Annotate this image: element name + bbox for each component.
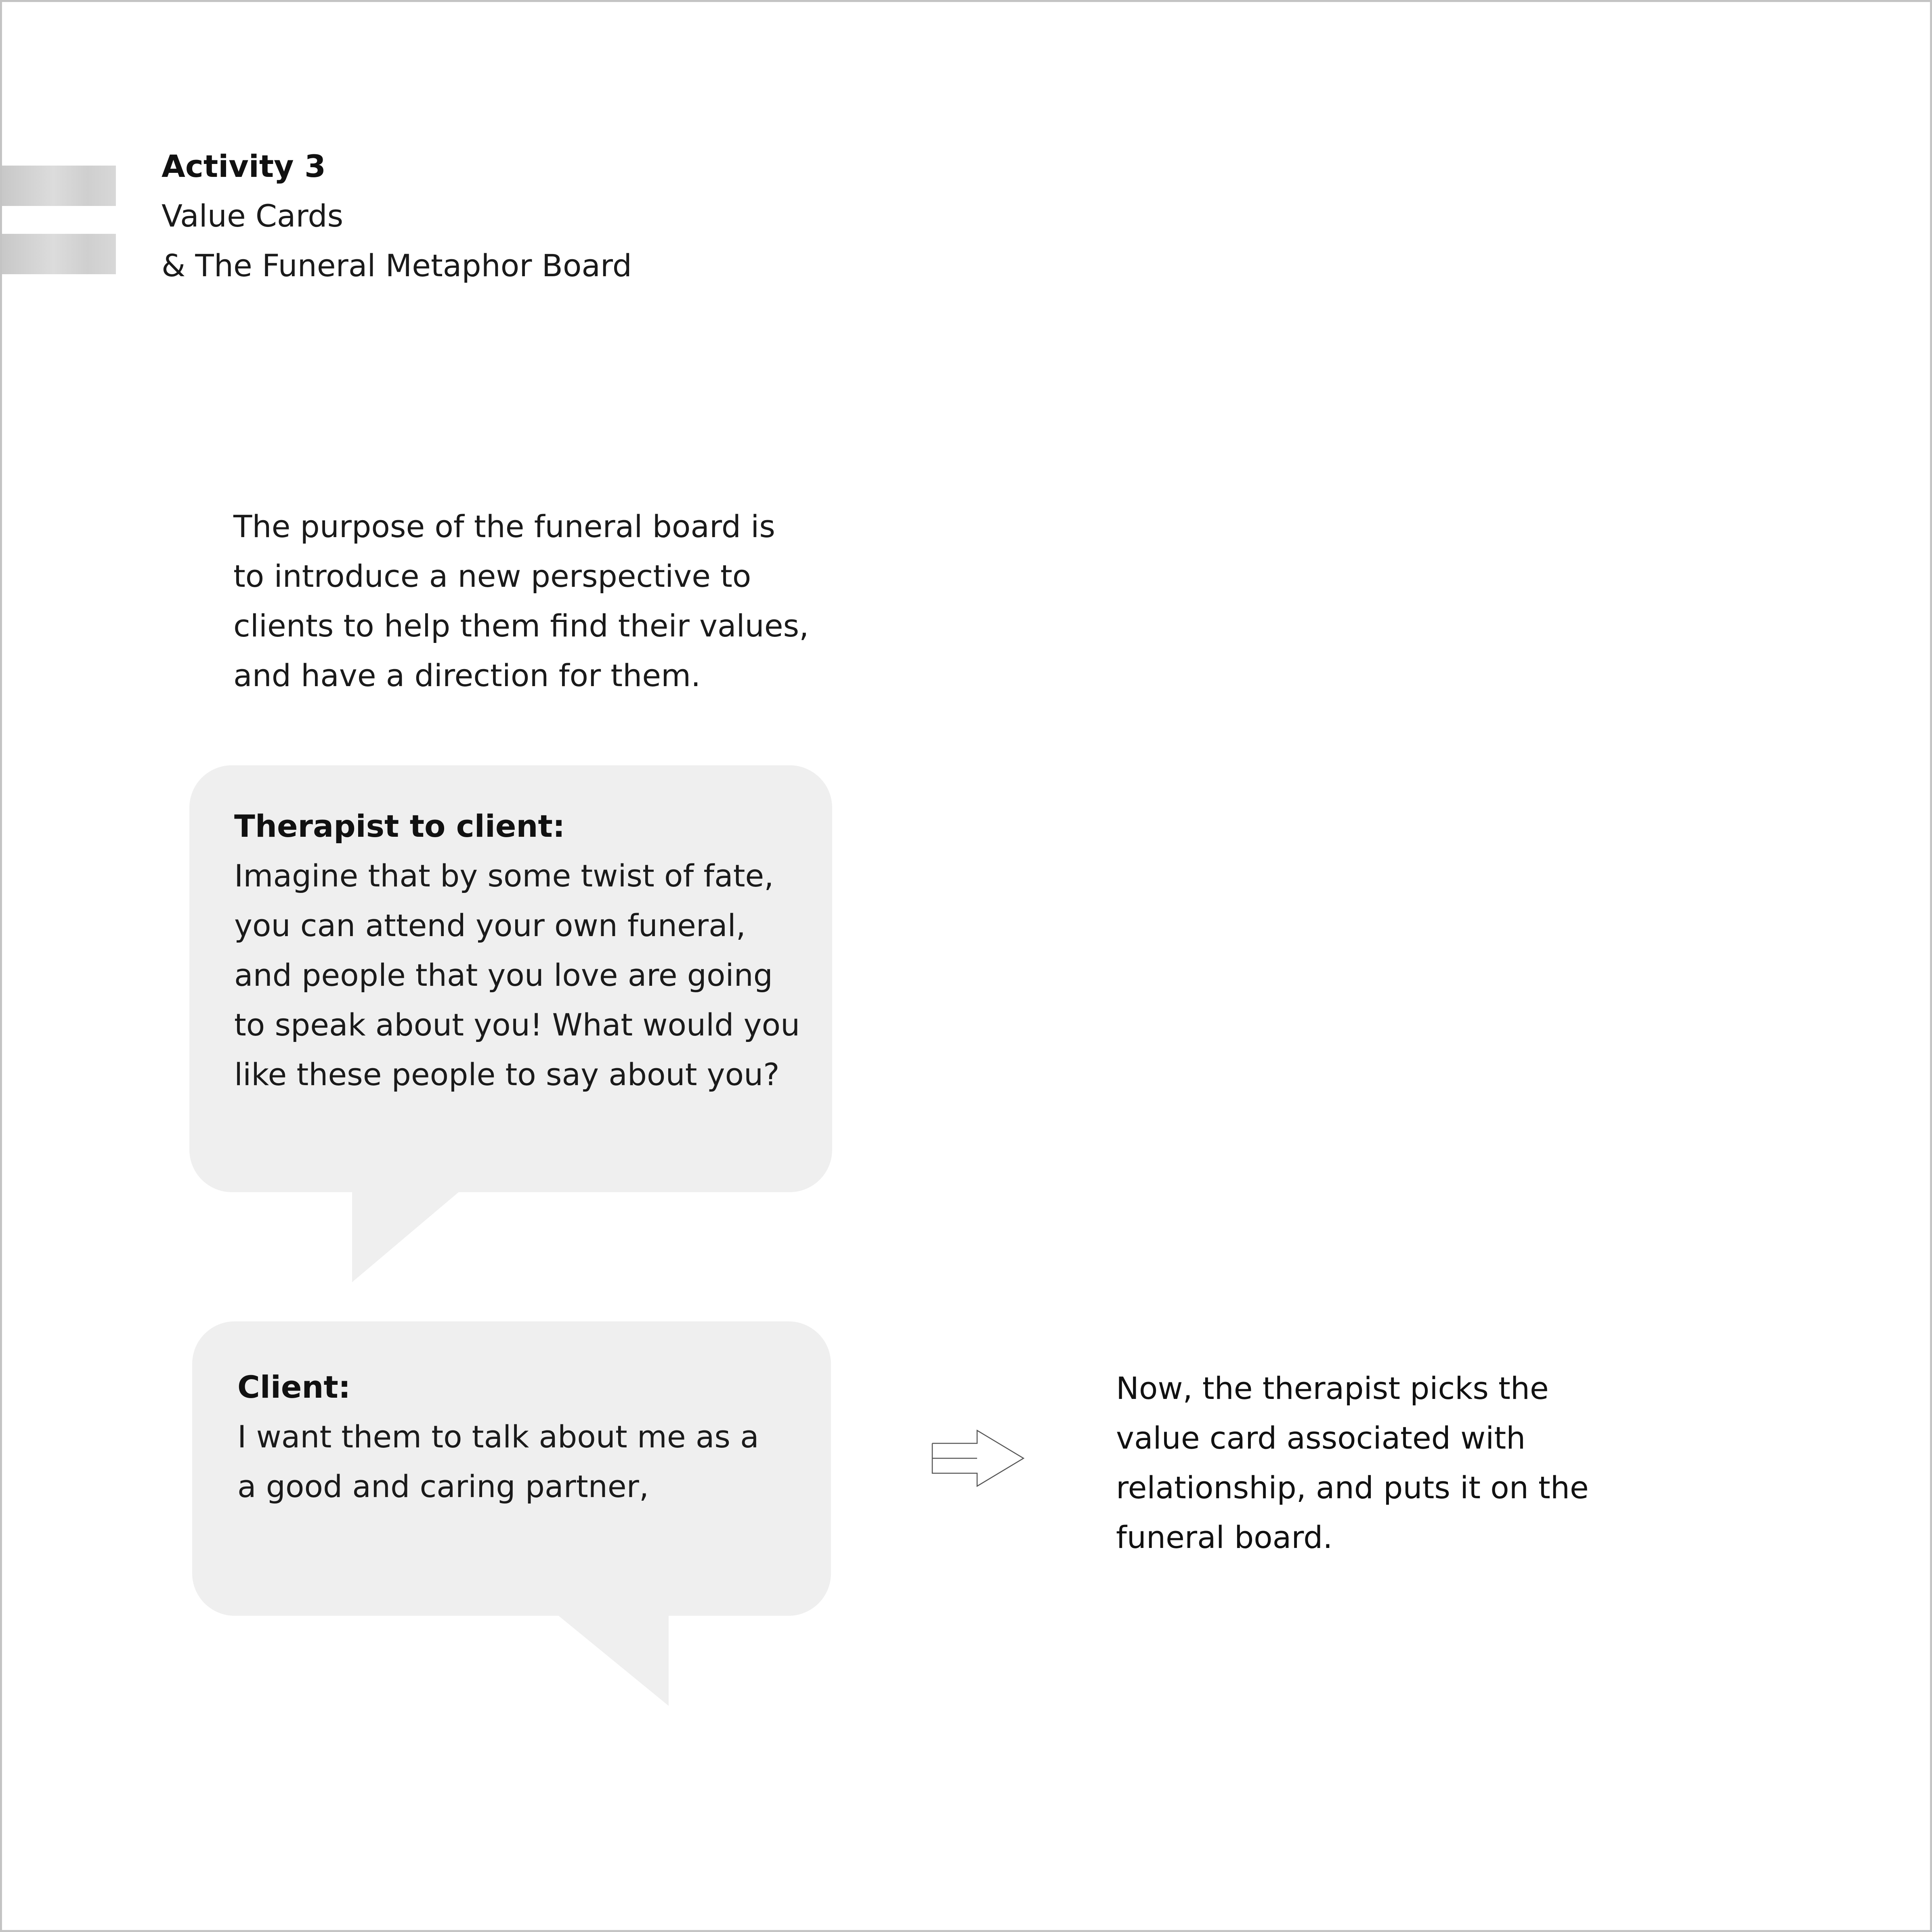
therapist-line: Imagine that by some twist of fate, [234,858,774,894]
therapist-bubble-text [234,801,800,1099]
therapist-line: like these people to say about you? [234,1056,780,1092]
next-step-text [1116,1363,1589,1562]
next-step-line: Now, the therapist picks the [1116,1370,1549,1406]
therapist-line: and people that you love are going [234,957,773,993]
intro-line: to introduce a new perspective to [233,558,751,594]
activity-title: Activity 3 [162,148,326,184]
intro-line: clients to help them find their values, [233,608,809,644]
client-bubble-text [237,1362,759,1511]
therapist-line: to speak about you! What would you [234,1007,800,1043]
client-line: a good and caring partner, [237,1468,649,1504]
intro-line: The purpose of the funeral board is [233,508,775,544]
speaker-label-client: Client: [237,1369,351,1405]
activity-subtitle-line-2: & The Funeral Metaphor Board [162,248,632,284]
next-step-line: funeral board. [1116,1519,1333,1555]
client-line: I want them to talk about me as a [237,1419,759,1455]
right-arrow-outline-icon [931,1428,1028,1493]
activity-subtitle-line-1: Value Cards [162,198,344,234]
next-step-line: value card associated with [1116,1420,1526,1456]
speaker-label-therapist: Therapist to client: [234,808,565,844]
therapist-line: you can attend your own funeral, [234,907,746,943]
next-step-line: relationship, and puts it on the [1116,1470,1589,1506]
intro-line: and have a direction for them. [233,657,701,693]
